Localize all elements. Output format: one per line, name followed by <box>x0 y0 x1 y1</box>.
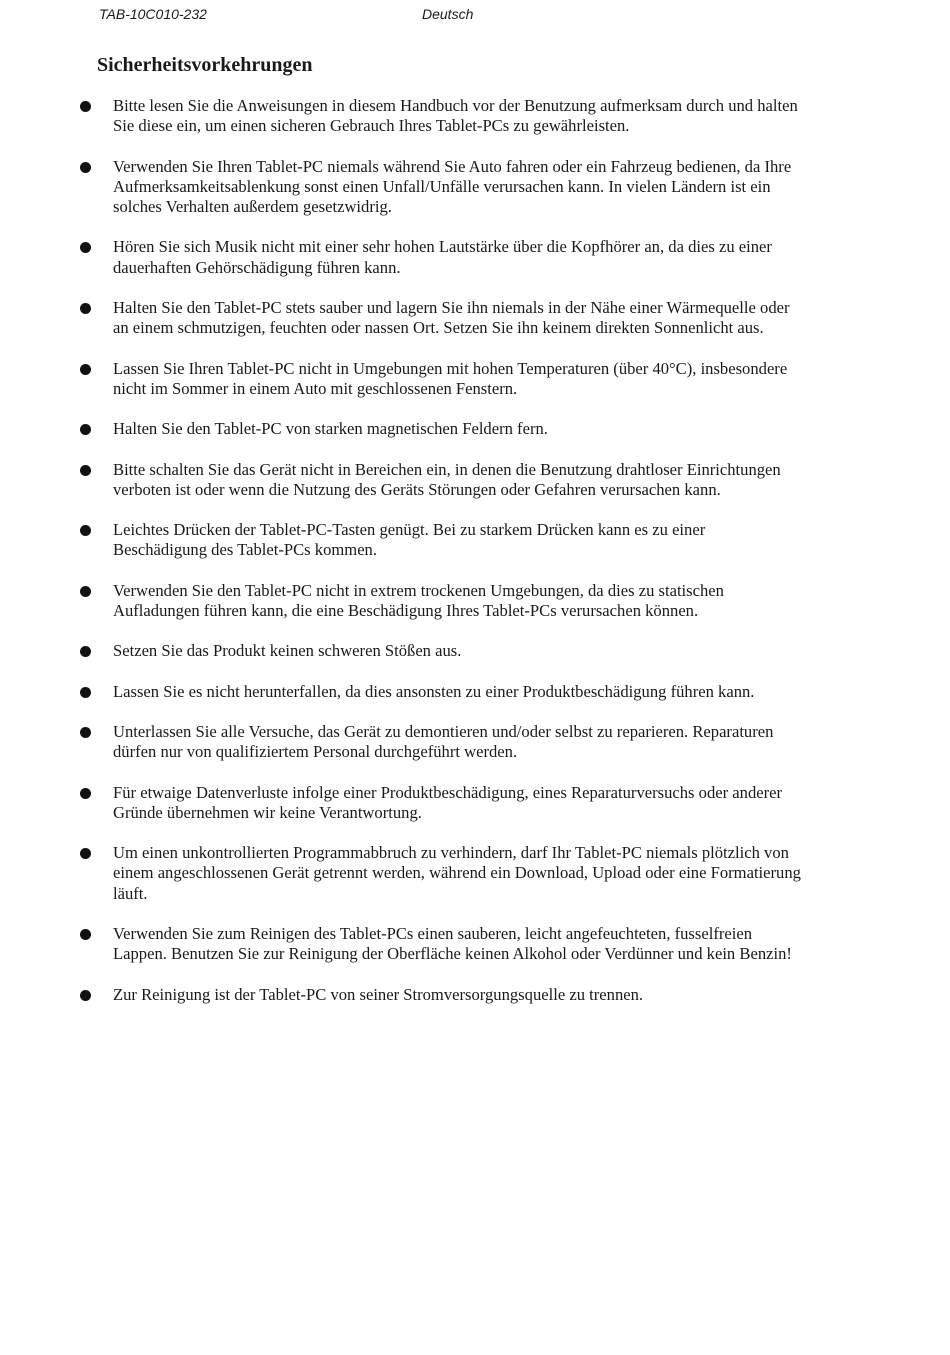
list-item <box>0 419 803 439</box>
bullet-icon <box>80 162 91 173</box>
list-item <box>0 520 803 561</box>
list-item-text: Hören Sie sich Musik nicht mit einer sehr hohen Lautstärke über die Kopfhörer an, da dies zu einer dauerhaften Gehörschädigung führen kann. <box>113 237 772 277</box>
list-item <box>0 298 803 339</box>
list-item-text: Leichtes Drücken der Tablet-PC-Tasten genügt. Bei zu starkem Drücken kann es zu einer Beschädigung des Tablet-PCs kommen. <box>113 520 706 560</box>
list-item-text: Unterlassen Sie alle Versuche, das Gerät zu demontieren und/oder selbst zu reparieren. Reparaturen dürfen nur von qualifiziertem Personal durchgeführt werden. <box>113 721 774 762</box>
list-item <box>0 985 803 1005</box>
bullet-icon <box>80 929 91 940</box>
list-item-text: Verwenden Sie zum Reinigen des Tablet-PCs einen sauberen, leicht angefeuchteten, fusselfreien Lappen. Benutzen Sie zur Reinigung der Oberfläche keinen Alkohol oder Verdünner und kein Benzin! <box>113 924 792 964</box>
list-item-text: Lassen Sie Ihren Tablet-PC nicht in Umgebungen mit hohen Temperaturen (über 40°C), insbesondere nicht im Sommer in einem Auto mit geschlossenen Fenstern. <box>113 358 788 398</box>
bullet-icon <box>80 364 91 375</box>
list-item-text: Für etwaige Datenverluste infolge einer Produktbeschädigung, eines Reparaturversuchs oder anderer Gründe übernehmen wir keine Verantwortung. <box>113 782 783 822</box>
list-item <box>0 460 803 501</box>
list-item <box>0 783 803 824</box>
bullet-icon <box>80 646 91 657</box>
bullet-icon <box>80 727 91 738</box>
list-item-text: Halten Sie den Tablet-PC von starken magnetischen Feldern fern. <box>113 419 548 439</box>
list-item <box>0 359 803 400</box>
list-item-text: Bitte schalten Sie das Gerät nicht in Bereichen ein, in denen die Benutzung drahtloser Einrichtungen verboten ist oder wenn die Nutzung des Geräts Störungen oder Gefahren verursachen kann. <box>113 459 781 499</box>
bullet-icon <box>80 525 91 536</box>
list-item-text: Lassen Sie es nicht herunterfallen, da dies ansonsten zu einer Produktbeschädigung führen kann. <box>113 681 755 701</box>
bullet-icon <box>80 424 91 435</box>
page-title: Sicherheitsvorkehrungen <box>97 54 313 76</box>
list-item <box>0 843 803 904</box>
list-item-text: Um einen unkontrollierten Programmabbruch zu verhindern, darf Ihr Tablet-PC niemals plötzlich von einem angeschlossenen Gerät getrennt werden, während ein Download, Upload oder eine Formatierung läuft. <box>113 843 801 903</box>
bullet-icon <box>80 101 91 112</box>
list-item <box>0 157 803 218</box>
safety-precautions-list <box>0 96 950 1025</box>
list-item-text: Setzen Sie das Produkt keinen schweren Stößen aus. <box>113 641 462 661</box>
list-item-text: Zur Reinigung ist der Tablet-PC von seiner Stromversorgungsquelle zu trennen. <box>113 984 644 1004</box>
bullet-icon <box>80 586 91 597</box>
bullet-icon <box>80 848 91 859</box>
bullet-icon <box>80 303 91 314</box>
document-code: TAB-10C010-232 <box>99 6 207 22</box>
list-item <box>0 682 803 702</box>
list-item <box>0 96 803 137</box>
bullet-icon <box>80 990 91 1001</box>
list-item-text: Verwenden Sie den Tablet-PC nicht in extrem trockenen Umgebungen, da dies zu statischen Aufladungen führen kann, die eine Beschädigung Ihres Tablet-PCs verursachen können. <box>113 580 724 621</box>
list-item-text: Verwenden Sie Ihren Tablet-PC niemals während Sie Auto fahren oder ein Fahrzeug bedienen, da Ihre Aufmerksamkeitsablenkung sonst einen Unfall/Unfälle verursachen kann. In vielen Ländern ist ein solches Verhalten außerdem gesetzwidrig. <box>113 156 792 217</box>
list-item-text: Halten Sie den Tablet-PC stets sauber und lagern Sie ihn niemals in der Nähe einer Wärmequelle oder an einem schmutzigen, feuchten oder nassen Ort. Setzen Sie ihn keinem direkten Sonnenlicht aus. <box>113 298 790 338</box>
document-language: Deutsch <box>422 6 474 22</box>
page-header <box>0 6 950 26</box>
bullet-icon <box>80 687 91 698</box>
list-item <box>0 641 803 661</box>
list-item-text: Bitte lesen Sie die Anweisungen in diesem Handbuch vor der Benutzung aufmerksam durch und halten Sie diese ein, um einen sicheren Gebrauch Ihres Tablet-PCs zu gewährleisten. <box>113 96 798 136</box>
bullet-icon <box>80 788 91 799</box>
list-item <box>0 722 803 763</box>
list-item <box>0 581 803 622</box>
bullet-icon <box>80 465 91 476</box>
bullet-icon <box>80 242 91 253</box>
list-item <box>0 924 803 965</box>
list-item <box>0 237 803 278</box>
